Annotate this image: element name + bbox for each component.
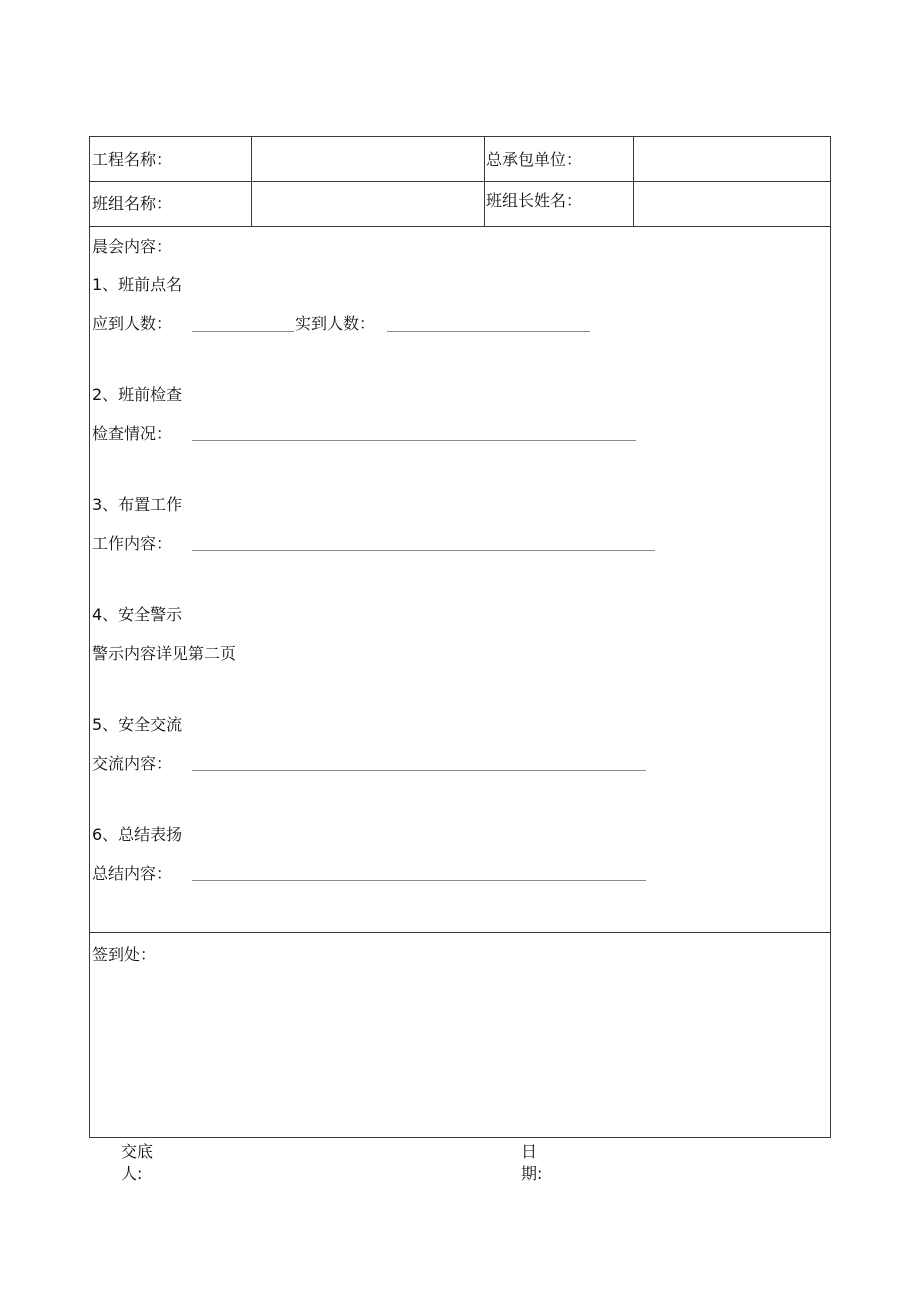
row-divider-1	[90, 181, 830, 182]
signin-area[interactable]	[92, 969, 828, 1135]
handover-label-line1: 交底	[121, 1142, 154, 1161]
section-3-title: 3、布置工作	[92, 495, 183, 514]
meeting-content-title: 晨会内容：	[92, 237, 173, 256]
section-1-title: 1、班前点名	[92, 275, 183, 294]
work-content-blank[interactable]	[192, 550, 655, 551]
row-divider-3	[90, 932, 830, 933]
inspection-blank[interactable]	[192, 440, 636, 441]
handover-label-line2: 人:	[121, 1164, 143, 1183]
date-label	[521, 1141, 542, 1185]
work-content-label: 工作内容：	[92, 534, 173, 553]
expected-count-label: 应到人数：	[92, 314, 173, 333]
inspection-label: 检查情况：	[92, 424, 173, 443]
signin-label: 签到处：	[92, 945, 157, 964]
morning-meeting-form	[89, 136, 831, 1138]
team-leader-label: 班组长姓名：	[486, 191, 583, 210]
handover-person-label	[121, 1141, 153, 1185]
section-2-title: 2、班前检查	[92, 385, 183, 404]
section-5-title: 5、安全交流	[92, 715, 183, 734]
summary-content-blank[interactable]	[192, 880, 646, 881]
col-divider-2	[484, 137, 485, 226]
expected-count-blank[interactable]	[192, 331, 294, 332]
warning-note: 警示内容详见第二页	[92, 644, 237, 663]
date-label-line2: 期:	[521, 1164, 543, 1183]
section-4-title: 4、安全警示	[92, 605, 183, 624]
exchange-content-label: 交流内容：	[92, 754, 173, 773]
project-name-label: 工程名称：	[92, 150, 173, 169]
date-label-line1: 日	[521, 1142, 538, 1161]
exchange-content-blank[interactable]	[192, 770, 646, 771]
actual-count-blank[interactable]	[387, 331, 590, 332]
col-divider-3	[633, 137, 634, 226]
team-name-label: 班组名称：	[92, 194, 173, 213]
section-6-title: 6、总结表扬	[92, 825, 183, 844]
row-divider-2	[90, 226, 830, 227]
col-divider-1	[251, 137, 252, 226]
contractor-label: 总承包单位：	[486, 150, 583, 169]
summary-content-label: 总结内容：	[92, 864, 173, 883]
actual-count-label: 实到人数：	[295, 314, 376, 333]
